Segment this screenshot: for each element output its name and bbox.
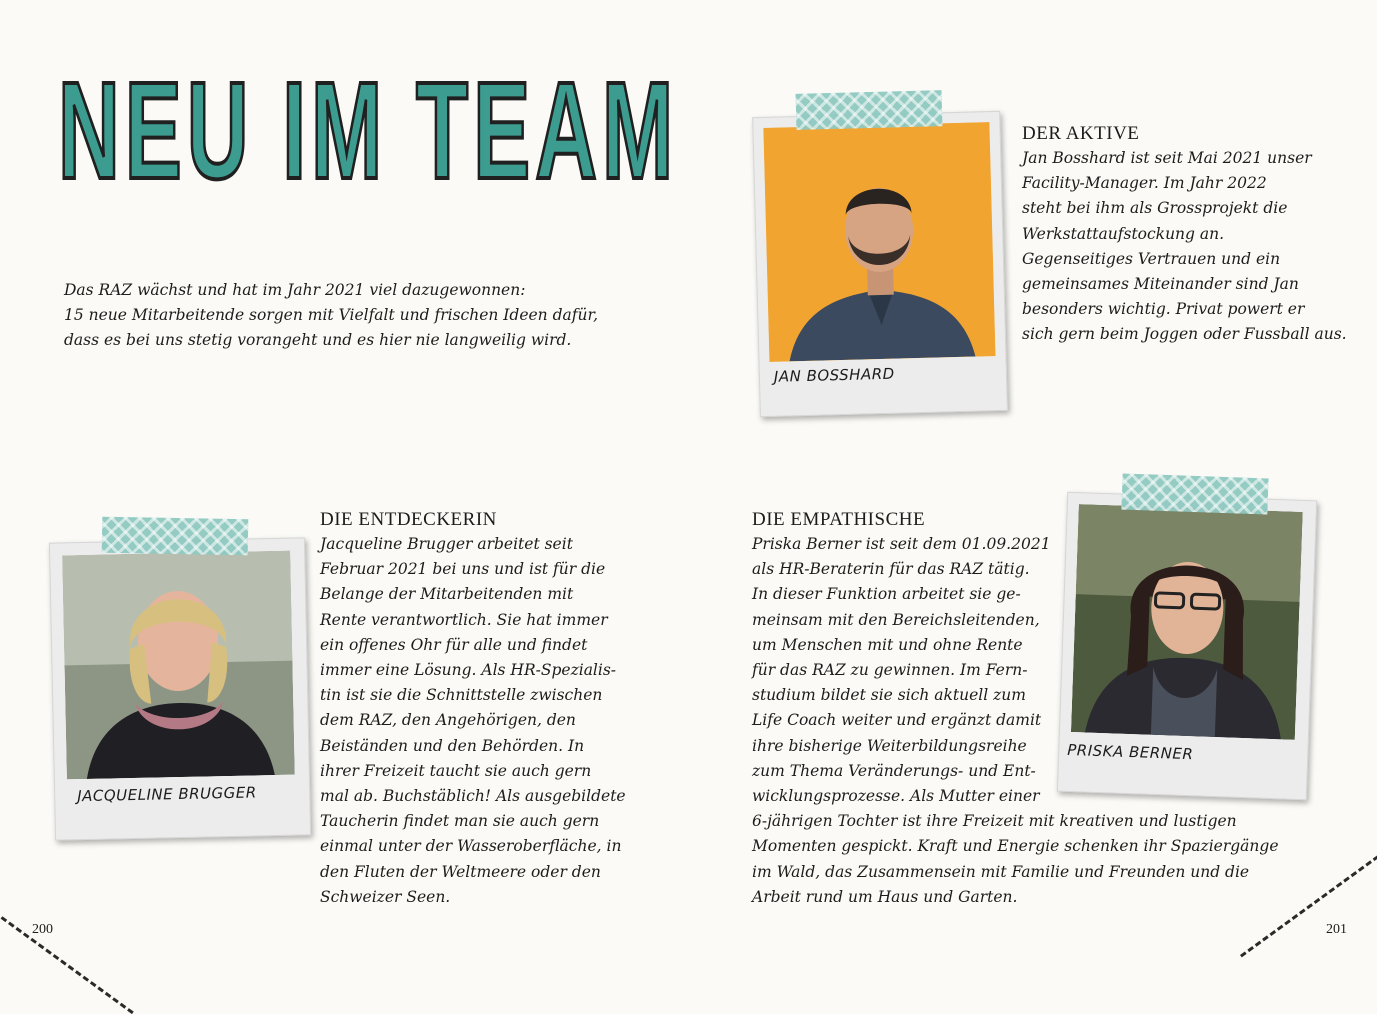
text-line: Werkstattaufstockung an. bbox=[1022, 224, 1225, 243]
text-line: Jan Bosshard ist seit Mai 2021 unser bbox=[1022, 149, 1312, 167]
heading-priska: DIE EMPATHISCHE bbox=[752, 509, 926, 530]
heading-jan: DER AKTIVE bbox=[1022, 123, 1140, 144]
text-line: In dieser Funktion arbeitet sie ge- bbox=[752, 585, 1021, 604]
text-line: Arbeit rund um Haus und Garten. bbox=[752, 887, 1018, 906]
person-jan-illustration bbox=[763, 122, 995, 362]
profile-jacqueline-text bbox=[320, 508, 650, 910]
text-line: einmal unter der Wasseroberfläche, in bbox=[320, 837, 622, 856]
text-line: immer eine Lösung. Als HR-Spezialis- bbox=[320, 661, 617, 680]
text-line: Momenten gespickt. Kraft und Energie schenken ihr Spaziergänge bbox=[752, 837, 1279, 856]
photo-jacqueline bbox=[62, 551, 295, 780]
text-line: sich gern beim Joggen oder Fussball aus. bbox=[1022, 325, 1347, 344]
text-line: Facility-Manager. Im Jahr 2022 bbox=[1022, 174, 1267, 193]
text-line: studium bildet sie sich aktuell zum bbox=[752, 686, 1026, 705]
text-line: als HR-Beraterin für das RAZ tätig. bbox=[752, 560, 1030, 579]
person-jacqueline-illustration bbox=[62, 551, 295, 780]
text-line: Februar 2021 bei uns und ist für die bbox=[320, 560, 606, 579]
page-number-left: 200 bbox=[32, 922, 53, 937]
caption-jan: JAN BOSSHARD bbox=[773, 364, 895, 386]
text-line: Taucherin findet man sie auch gern bbox=[320, 812, 600, 831]
caption-priska: PRISKA BERNER bbox=[1066, 740, 1194, 764]
text-line: im Wald, das Zusammensein mit Familie und Freunden und die bbox=[752, 862, 1250, 881]
text-line: ein offenes Ohr für alle und findet bbox=[320, 635, 588, 654]
tape-jan bbox=[796, 90, 943, 130]
body-jan bbox=[1022, 146, 1362, 348]
page-number-right: 201 bbox=[1326, 922, 1347, 937]
text-line: Beiständen und den Behörden. In bbox=[320, 736, 585, 755]
profile-priska-text bbox=[752, 508, 1312, 910]
text-line: steht bei ihm als Grossprojekt die bbox=[1022, 199, 1288, 218]
tape-jacqueline bbox=[102, 517, 249, 556]
text-line: Belange der Mitarbeitenden mit bbox=[320, 585, 574, 604]
text-line: den Fluten der Weltmeere oder den bbox=[320, 862, 601, 881]
photo-jan bbox=[763, 122, 995, 362]
text-line: gemeinsames Miteinander sind Jan bbox=[1022, 275, 1299, 294]
text-line: Rente verantwortlich. Sie hat immer bbox=[320, 610, 608, 629]
text-line: ihrer Freizeit taucht sie auch gern bbox=[320, 761, 592, 780]
text-line: mal ab. Buchstäblich! Als ausgebildete bbox=[320, 787, 626, 806]
page-title: NEU IM TEAM bbox=[58, 54, 679, 208]
dashed-line-left bbox=[0, 900, 134, 1014]
text-line: dem RAZ, den Angehörigen, den bbox=[320, 711, 576, 730]
text-line: um Menschen mit und ohne Rente bbox=[752, 635, 1023, 654]
text-line: Schweizer Seen. bbox=[320, 887, 451, 906]
heading-jacqueline: DIE ENTDECKERIN bbox=[320, 509, 497, 530]
text-line: meinsam mit den Bereichsleitenden, bbox=[752, 610, 1040, 629]
text-line: Life Coach weiter und ergänzt damit bbox=[752, 711, 1042, 730]
polaroid-jan bbox=[752, 111, 1008, 417]
text-line: Gegenseitiges Vertrauen und ein bbox=[1022, 249, 1281, 268]
text-line: ihre bisherige Weiterbildungsreihe bbox=[752, 736, 1027, 755]
profile-jan-text bbox=[1022, 122, 1362, 348]
text-line: wicklungsprozesse. Als Mutter einer bbox=[752, 787, 1040, 806]
intro-line: dass es bei uns stetig vorangeht und es hier nie langweilig wird. bbox=[64, 331, 572, 349]
text-line: 6-jährigen Tochter ist ihre Freizeit mit kreativen und lustigen bbox=[752, 812, 1237, 831]
caption-jacqueline: JACQUELINE BRUGGER bbox=[77, 783, 257, 806]
text-line: Jacqueline Brugger arbeitet seit bbox=[320, 535, 573, 553]
text-line: besonders wichtig. Privat powert er bbox=[1022, 300, 1305, 319]
body-priska bbox=[752, 532, 1312, 910]
body-jacqueline bbox=[320, 532, 650, 910]
intro-line: Das RAZ wächst und hat im Jahr 2021 viel dazugewonnen: bbox=[64, 281, 526, 299]
text-line: tin ist sie die Schnittstelle zwischen bbox=[320, 686, 603, 705]
polaroid-jacqueline bbox=[49, 537, 311, 840]
text-line: für das RAZ zu gewinnen. Im Fern- bbox=[752, 661, 1028, 680]
text-line: zum Thema Veränderungs- und Ent- bbox=[752, 761, 1036, 780]
intro-text bbox=[64, 278, 684, 353]
text-line: Priska Berner ist seit dem 01.09.2021 bbox=[752, 535, 1051, 553]
intro-line: 15 neue Mitarbeitende sorgen mit Vielfalt und frischen Ideen dafür, bbox=[64, 306, 599, 324]
